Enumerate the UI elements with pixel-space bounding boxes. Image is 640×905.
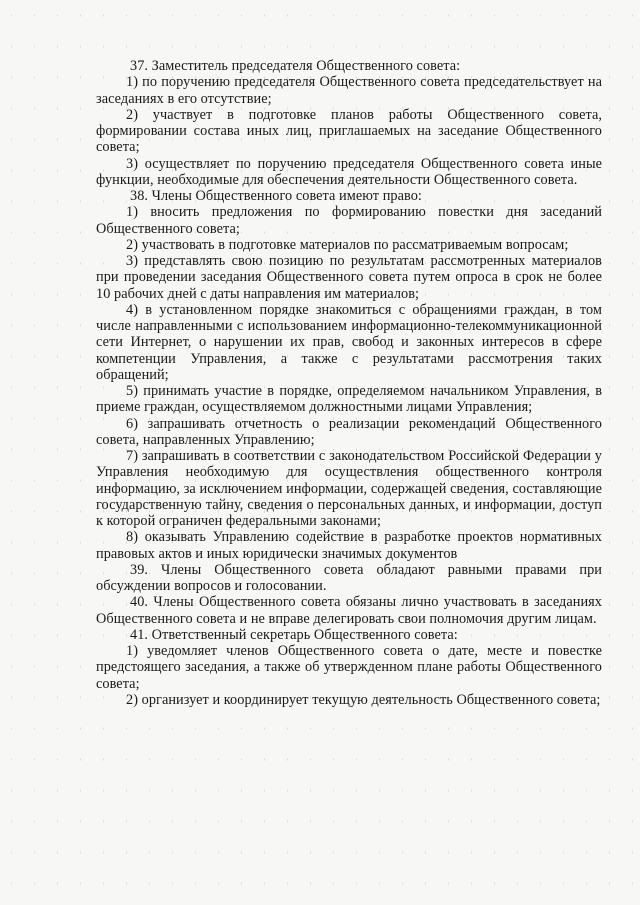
list-item: 2) участвовать в подготовке материалов по рассматриваемым вопросам; <box>126 236 569 253</box>
list-item: 3) осуществляет по поручению председателя Общественного совета иные функции, необходимые для обеспечения деятельности Общественного совета. <box>96 155 602 188</box>
list-item: 6) запрашивать отчетность о реализации рекомендаций Общественного совета, направленных Управлению; <box>96 415 602 448</box>
paragraph-39: 39. Члены Общественного совета обладают равными правами при обсуждении вопросов и голосовании. <box>96 561 602 594</box>
paragraph-40: 40. Члены Общественного совета обязаны лично участвовать в заседаниях Общественного совета и не вправе делегировать свои полномочия другим лицам. <box>96 594 602 627</box>
document-body <box>96 58 602 708</box>
paragraph-38: 38. Члены Общественного совета имеют право: <box>130 188 422 204</box>
list-item: 1) по поручению председателя Общественного совета председательствует на заседаниях в его отсутствие; <box>96 74 602 107</box>
list-item: 2) организует и координирует текущую деятельность Общественного совета; <box>126 691 601 708</box>
list-item: 7) запрашивать в соответствии с законодательством Российской Федерации у Управления необходимую для осуществления общественного контроля информацию, за исключением информации, содержащей сведения, составляющие государственную тайну, сведения о персональных данных, и информации, доступ к которой ограничен федеральными законами; <box>96 448 602 529</box>
list-item: 1) уведомляет членов Общественного совета о дате, месте и повестке предстоящего заседания, а также об утвержденном плане работы Общественного совета; <box>96 643 602 692</box>
list-item: 2) участвует в подготовке планов работы Общественного совета, формировании состава иных лиц, приглашаемых на заседание Общественного совета; <box>96 106 602 156</box>
list-item: 5) принимать участие в порядке, определяемом начальником Управления, в приеме граждан, осуществляемом должностными лицами Управления; <box>96 383 602 416</box>
list-item: 3) представлять свою позицию по результатам рассмотренных материалов при проведении заседания Общественного совета путем опроса в срок не более 10 рабочих дней с даты направления им материалов; <box>96 253 602 302</box>
paragraph-37: 37. Заместитель председателя Общественного совета: <box>130 58 461 74</box>
list-item: 4) в установленном порядке знакомиться с обращениями граждан, в том числе направленными с использованием информационно-телекоммуникационной сети Интернет, о нарушении их прав, свобод и законных интересов в сфере компетенции Управления, а также с результатами рассмотрения таких обращений; <box>96 301 602 383</box>
list-item: 8) оказывать Управлению содействие в разработке проектов нормативных правовых актов и иных юридически значимых документов <box>96 529 602 562</box>
paragraph-41: 41. Ответственный секретарь Общественного совета: <box>130 626 458 643</box>
list-item: 1) вносить предложения по формированию повестки дня заседаний Общественного совета; <box>96 204 602 237</box>
